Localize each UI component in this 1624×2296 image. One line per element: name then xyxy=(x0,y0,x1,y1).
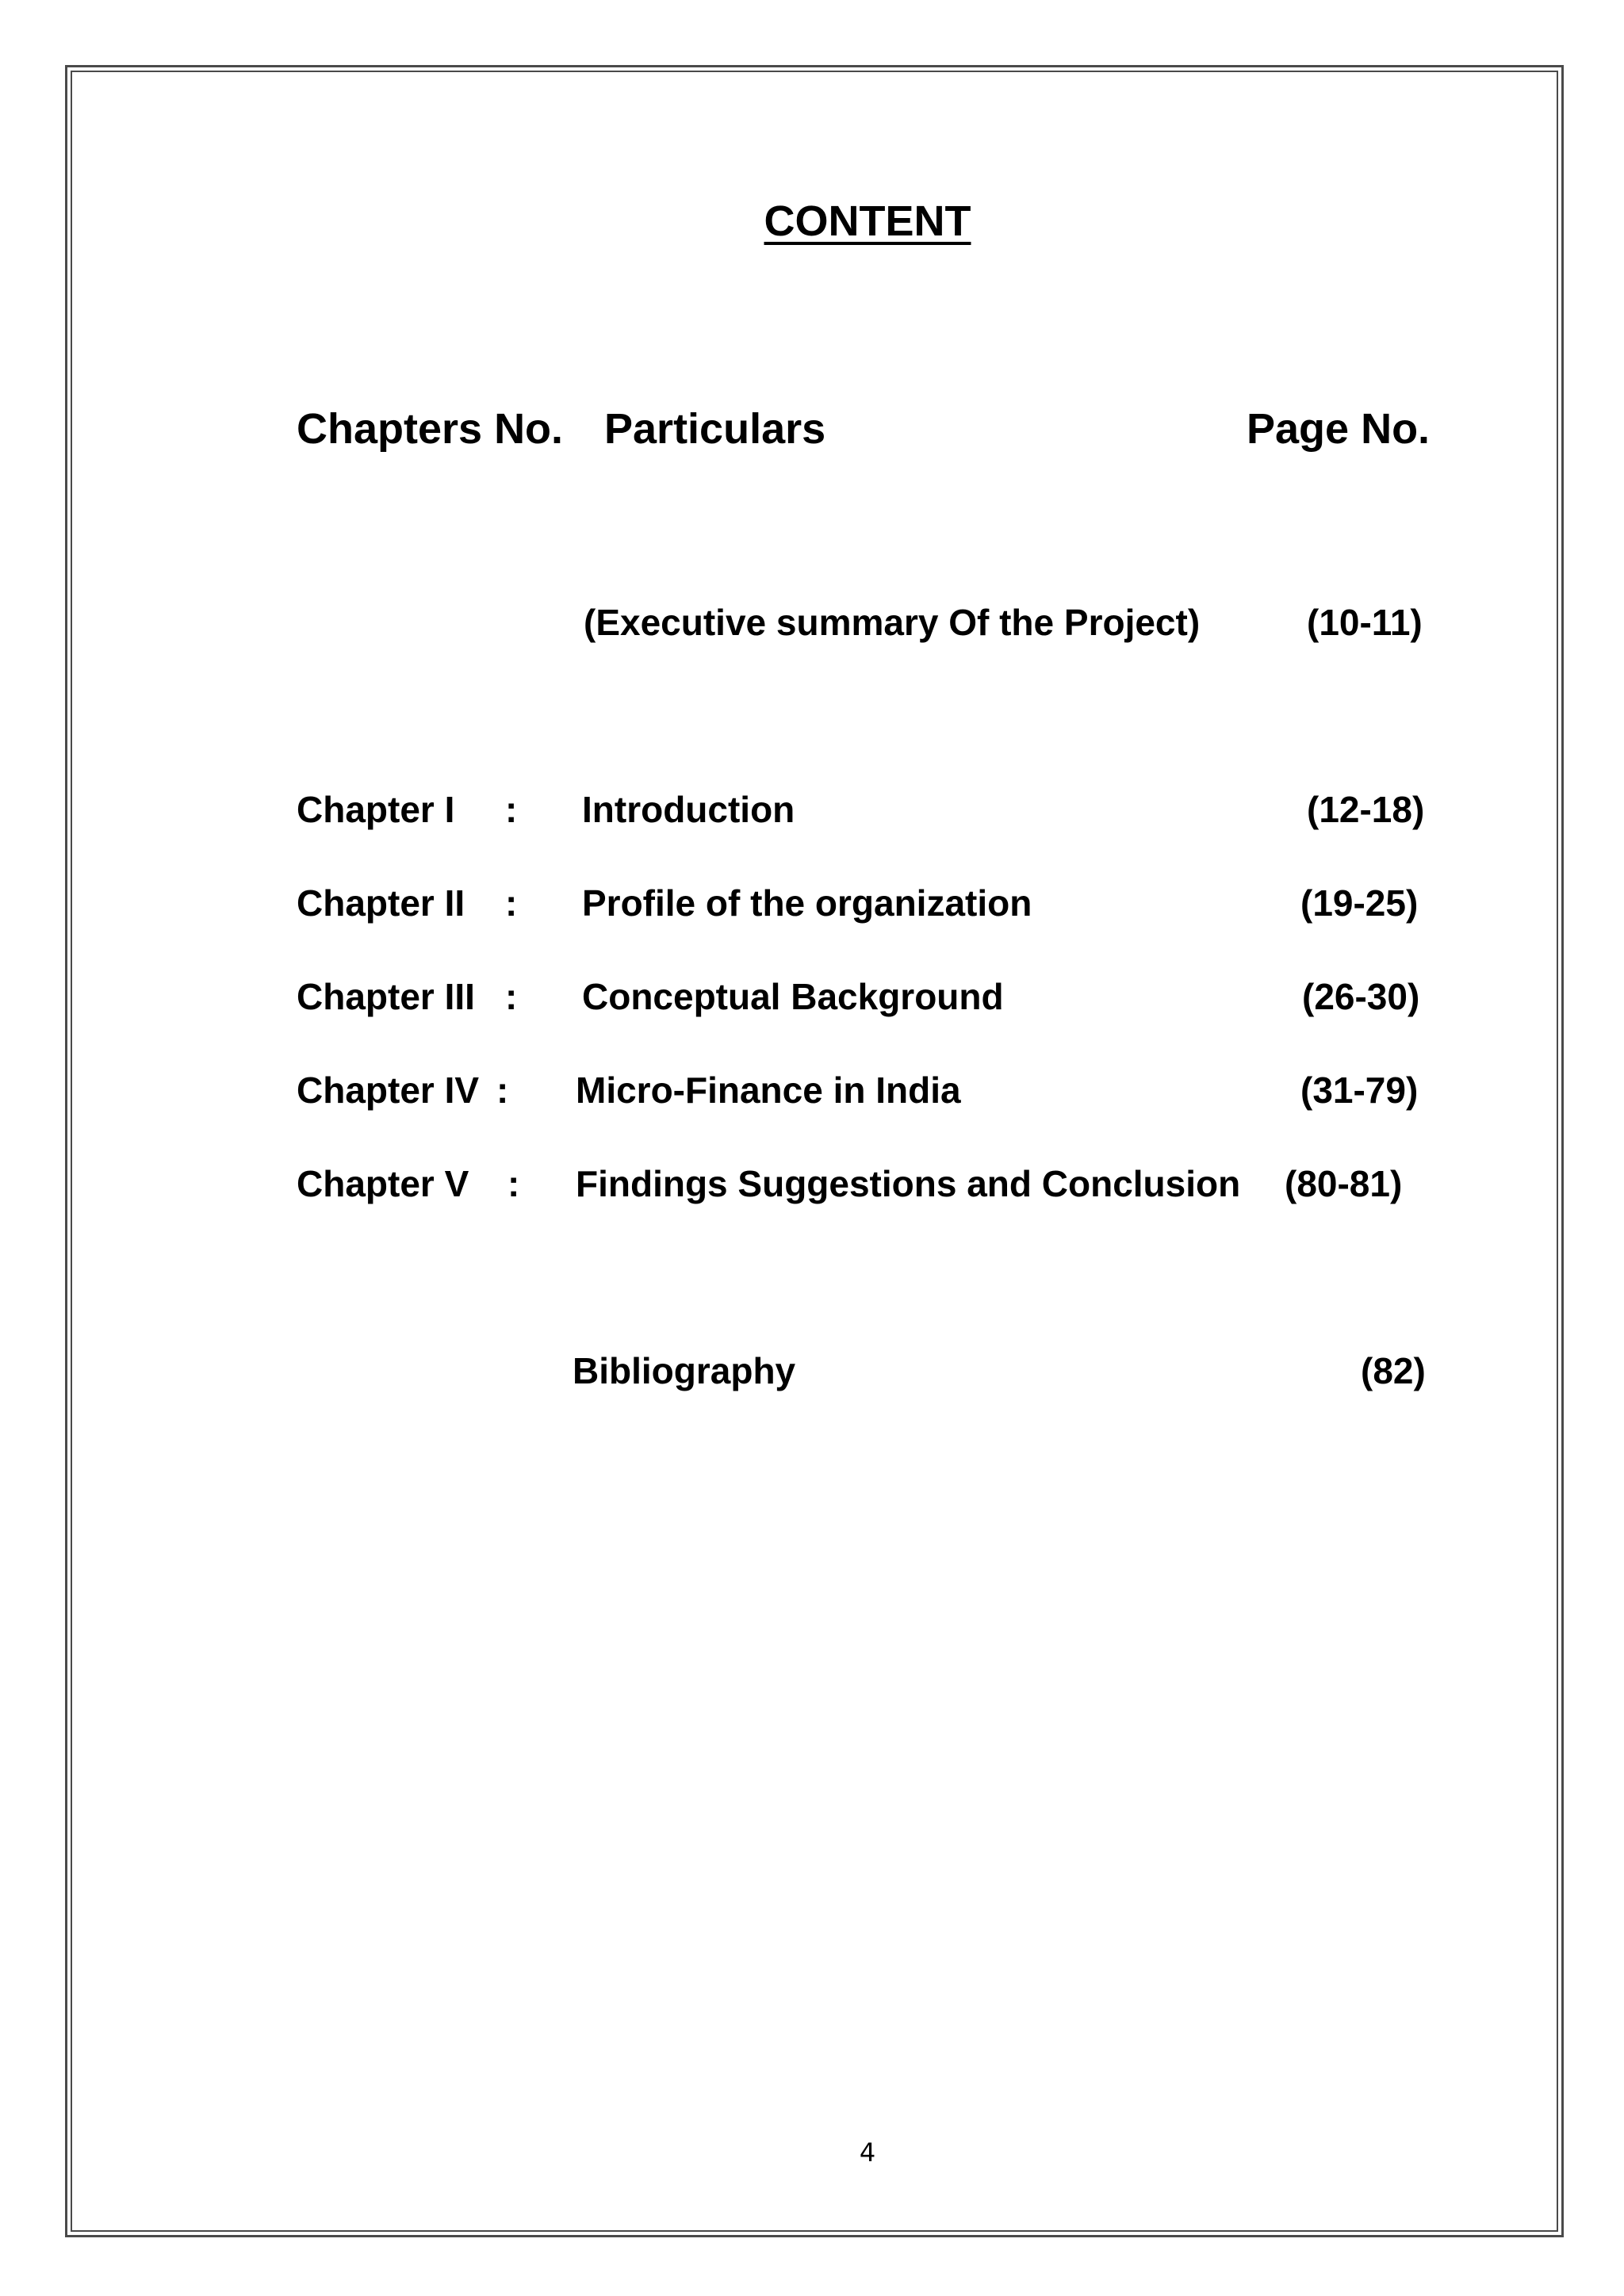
toc-particular-1: Introduction xyxy=(582,789,795,830)
toc-pages-bibliography: (82) xyxy=(1361,1350,1426,1391)
document-title: CONTENT xyxy=(764,197,971,245)
toc-particular-2: Profile of the organization xyxy=(582,882,1032,924)
toc-chapter-1: Chapter I xyxy=(297,789,455,830)
toc-chapter-5: Chapter V xyxy=(297,1163,469,1204)
toc-pages-executive-summary: (10-11) xyxy=(1307,602,1423,643)
header-page-no: Page No. xyxy=(1247,405,1431,453)
toc-pages-1: (12-18) xyxy=(1307,789,1425,830)
page-border-inner xyxy=(71,71,1558,2232)
toc-entry-executive-summary: (Executive summary Of the Project) xyxy=(584,602,1201,643)
toc-colon-3: : xyxy=(505,976,518,1017)
toc-colon-4: : xyxy=(496,1070,509,1111)
toc-pages-4: (31-79) xyxy=(1300,1070,1419,1111)
toc-chapter-2: Chapter II xyxy=(297,882,465,924)
toc-chapter-4: Chapter IV xyxy=(297,1070,480,1111)
header-particulars: Particulars xyxy=(604,405,826,453)
toc-particular-5: Findings Suggestions and Conclusion xyxy=(576,1163,1241,1204)
toc-pages-3: (26-30) xyxy=(1302,976,1420,1017)
toc-chapter-3: Chapter III xyxy=(297,976,475,1017)
toc-colon-5: : xyxy=(508,1163,520,1204)
toc-particular-4: Micro-Finance in India xyxy=(576,1070,961,1111)
toc-colon-1: : xyxy=(505,789,518,830)
toc-pages-2: (19-25) xyxy=(1300,882,1419,924)
toc-colon-2: : xyxy=(505,882,518,924)
toc-entry-bibliography: Bibliography xyxy=(573,1350,796,1391)
toc-pages-5: (80-81) xyxy=(1285,1163,1403,1204)
page-number: 4 xyxy=(859,2137,876,2168)
header-chapters-no: Chapters No. xyxy=(297,405,564,453)
toc-particular-3: Conceptual Background xyxy=(582,976,1004,1017)
